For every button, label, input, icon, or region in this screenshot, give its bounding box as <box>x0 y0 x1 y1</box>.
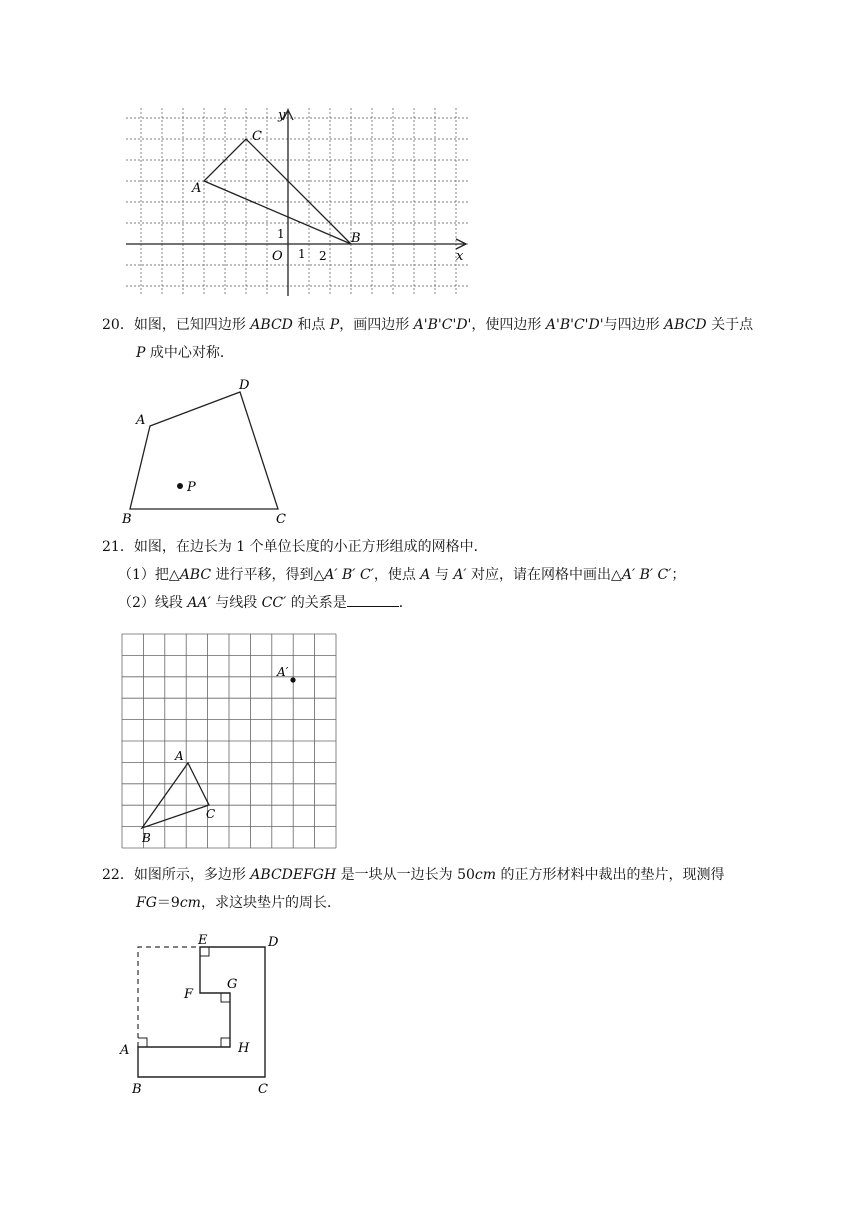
label-a-prime: A′ <box>277 665 289 679</box>
text: ，使点 <box>373 567 421 583</box>
text: ABCD <box>250 317 293 333</box>
text: A'B'C'D' <box>413 317 472 333</box>
text: （1）把△ <box>118 567 180 583</box>
right-angle-h <box>221 1038 230 1047</box>
label-b: B <box>142 831 151 845</box>
gasket-figure <box>116 930 292 1098</box>
text: 如图，已知四边形 <box>133 317 251 333</box>
label-x-one: 1 <box>298 247 306 261</box>
text: P <box>136 345 146 361</box>
text: A′ B′ C′ <box>621 567 672 583</box>
text: CC′ <box>261 595 287 611</box>
text: ＝9 <box>156 895 180 911</box>
label-d: D <box>239 378 250 393</box>
text: cm <box>474 867 497 883</box>
text: ABCDEFGH <box>250 867 337 883</box>
right-angle-e <box>200 947 209 956</box>
text: （2）线段 <box>118 595 188 611</box>
question-21-part-2 <box>118 592 413 614</box>
text: 关于点 <box>706 317 754 333</box>
label-a: A <box>192 181 202 196</box>
text: 和点 <box>292 317 330 333</box>
label-x-two: 2 <box>319 249 327 263</box>
text: A′ <box>453 567 467 583</box>
text: 进行平移，得到△ <box>211 567 325 583</box>
text: 的正方形材料中裁出的垫片，现测得 <box>496 867 725 883</box>
text: 是一块从一边长为 50 <box>336 867 475 883</box>
right-angle-g <box>221 993 230 1002</box>
label-c: C <box>276 512 286 526</box>
text: A <box>420 567 431 583</box>
right-angle-a <box>138 1038 147 1047</box>
point-a-prime <box>290 677 295 682</box>
question-20-line-1 <box>102 314 753 336</box>
question-number: 21． <box>102 539 134 555</box>
label-g: G <box>227 977 238 992</box>
point-p <box>177 483 183 489</box>
text: 如图所示，多边形 <box>133 867 251 883</box>
text: ，使四边形 <box>471 317 546 333</box>
text: P <box>329 317 340 333</box>
text: 对应，请在网格中画出△ <box>466 567 622 583</box>
label-c: C <box>206 807 216 821</box>
quadrilateral-abcd <box>130 392 278 509</box>
quadrilateral-svg <box>116 376 296 526</box>
label-origin: O <box>272 249 283 264</box>
text: FG <box>136 895 157 911</box>
label-a: A <box>175 749 184 763</box>
label-d: D <box>268 935 279 950</box>
question-21-part-1 <box>118 564 685 586</box>
question-number: 22． <box>102 867 134 883</box>
y-axis-label: y <box>278 108 286 123</box>
text: cm <box>179 895 201 911</box>
square-grid-figure <box>120 632 340 850</box>
quadrilateral-figure <box>116 376 296 526</box>
question-20-line-2 <box>136 342 234 364</box>
coordinate-grid-svg <box>122 104 472 300</box>
question-21-line-1 <box>102 536 488 558</box>
text: 的关系是 <box>286 595 347 611</box>
text: 与线段 <box>210 595 262 611</box>
label-e: E <box>198 933 208 948</box>
text: ，求这块垫片的周长． <box>200 895 341 911</box>
coordinate-grid-figure <box>122 104 472 300</box>
text: ，画四边形 <box>339 317 414 333</box>
text: A'B'C'D' <box>545 317 604 333</box>
label-b: B <box>351 231 361 246</box>
gasket-svg <box>116 930 292 1098</box>
label-p: P <box>187 480 196 495</box>
question-number: 20． <box>102 317 134 333</box>
label-a: A <box>136 413 146 428</box>
label-h: H <box>238 1041 250 1056</box>
x-axis-label: x <box>456 249 464 264</box>
text: AA′ <box>187 595 211 611</box>
square-grid-svg <box>120 632 340 850</box>
text: ABC <box>179 567 212 583</box>
text: ． <box>398 595 413 611</box>
label-b: B <box>122 512 132 526</box>
polygon-abcdefgh <box>138 947 265 1077</box>
question-22-line-2 <box>136 892 341 914</box>
triangle-abc <box>142 763 209 828</box>
label-a: A <box>120 1043 130 1058</box>
label-c: C <box>252 129 262 144</box>
text: ； <box>671 567 686 583</box>
text: 与 <box>430 567 454 583</box>
text: 与四边形 <box>603 317 665 333</box>
text: A′ B′ C′ <box>324 567 374 583</box>
label-y-one: 1 <box>277 227 285 241</box>
answer-blank[interactable] <box>347 592 399 607</box>
text: 成中心对称． <box>145 345 234 361</box>
text: ABCD <box>664 317 707 333</box>
text: 如图，在边长为 1 个单位长度的小正方形组成的网格中． <box>133 539 488 555</box>
label-b: B <box>132 1082 142 1097</box>
label-c: C <box>258 1082 268 1097</box>
question-22-line-1 <box>102 864 725 886</box>
label-f: F <box>184 987 194 1002</box>
